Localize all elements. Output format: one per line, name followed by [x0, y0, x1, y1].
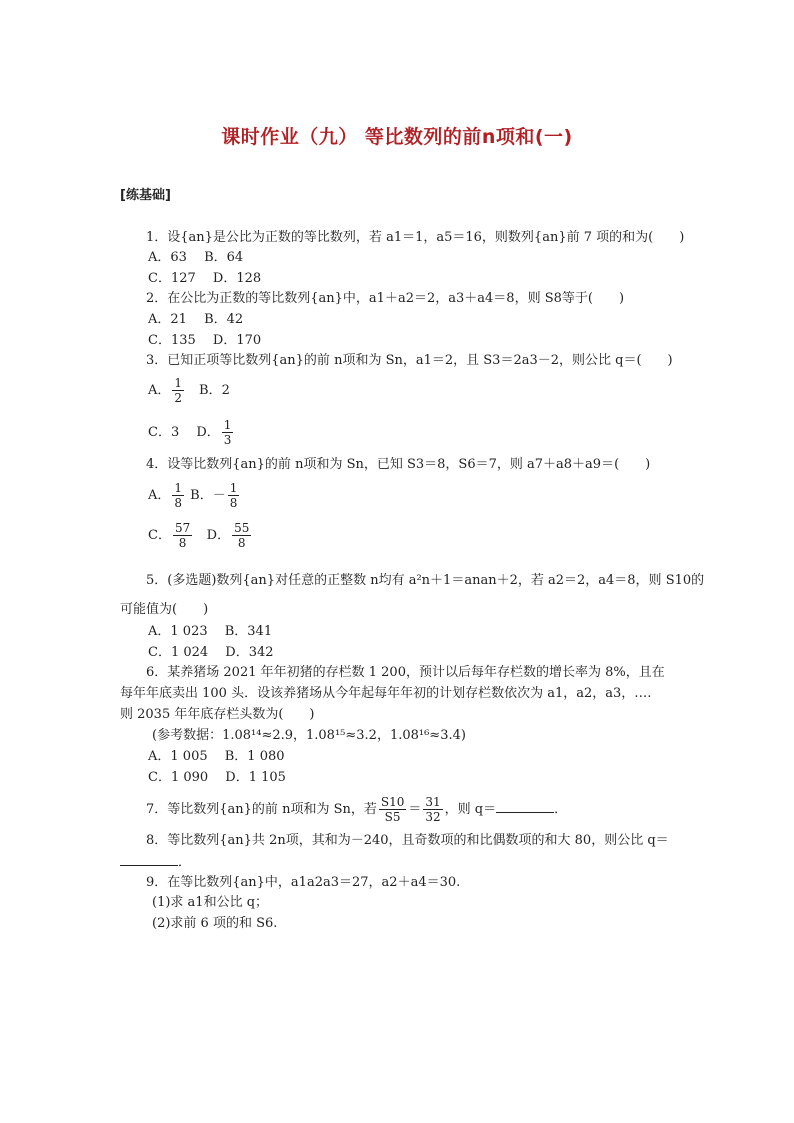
section-heading: [练基础]: [120, 188, 171, 203]
question-6-options-ab: A．1 005 B．1 080: [148, 749, 285, 764]
answer-blank[interactable]: [496, 800, 554, 813]
question-1-options-ab: A．63 B．64: [148, 250, 244, 265]
question-6-options-cd: C．1 090 D．1 105: [148, 770, 286, 785]
answer-blank[interactable]: [120, 853, 178, 866]
question-5-options-ab: A．1 023 B．341: [148, 624, 273, 639]
question-9-part-2: (2)求前 6 项的和 S6.: [152, 916, 278, 931]
question-8: 8．等比数列{an}共 2n项，其和为－240，且奇数项的和比偶数项的和大 80，则公比 q＝: [146, 833, 669, 848]
question-2-options-cd: C．135 D．170: [148, 333, 262, 348]
question-2: 2．在公比为正数的等比数列{an}中，a1＋a2＝2，a3＋a4＝8，则 S8等于( ): [146, 291, 625, 306]
fraction: $\frac{1}{8}$: [174, 481, 183, 510]
question-6-continued: 每年年底卖出 100 头．设该养猪场从今年起每年年初的计划存栏数依次为 a1，a2，a3，….: [120, 686, 652, 701]
question-2-options-ab: A．21 B．42: [148, 312, 244, 327]
option-b: B．2: [186, 383, 230, 398]
option-cd-label: C．3 D．: [148, 425, 220, 440]
question-3-options-ab: [148, 376, 230, 405]
question-4-options-ab: A． $\frac{1}{8}$ B．－ $\frac{1}{8}$: [148, 481, 238, 510]
question-6-reference-data: (参考数据：1.08¹⁴≈2.9，1.08¹⁵≈3.2，1.08¹⁶≈3.4): [152, 728, 466, 743]
fraction: $\frac{1}{3}$: [223, 418, 232, 447]
fraction: $\frac{1}{2}$: [174, 376, 183, 405]
fraction: $\frac{31}{32}$: [425, 795, 441, 824]
question-1: 1．设{an}是公比为正数的等比数列，若 a1＝1，a5＝16，则数列{an}前 7 项的和为( ): [146, 230, 685, 245]
question-4: 4．设等比数列{an}的前 n项和为 Sn，已知 S3＝8，S6＝7，则 a7＋a8＋a9＝( ): [146, 457, 651, 472]
question-9: 9．在等比数列{an}中，a1a2a3＝27，a2＋a4＝30.: [146, 875, 461, 890]
page-title: 课时作业（九） 等比数列的前n项和(一): [221, 126, 573, 148]
question-1-options-cd: C．127 D．128: [148, 271, 262, 286]
question-5-options-cd: C．1 024 D．342: [148, 645, 274, 660]
fraction: $\frac{1}{8}$: [229, 481, 238, 510]
question-5: 5．(多选题)数列{an}对任意的正整数 n均有 a²n＋1＝anan＋2，若 a2＝2，a4＝8，则 S10的: [146, 573, 705, 588]
question-8-continued: ．: [120, 853, 191, 872]
question-6-continued-2: 则 2035 年年底存栏头数为( ): [120, 707, 315, 722]
question-5-continued: 可能值为( ): [120, 602, 209, 617]
fraction: $\frac{55}{8}$: [234, 521, 250, 550]
question-4-options-cd: C． $\frac{57}{8}$ D． $\frac{55}{8}$: [148, 521, 250, 550]
fraction: $\frac{S10}{S5}$: [380, 795, 405, 824]
fraction: $\frac{57}{8}$: [174, 521, 191, 550]
question-3-options-cd: [148, 418, 235, 447]
question-6: 6．某养猪场 2021 年年初猪的存栏数 1 200，预计以后每年存栏数的增长率为 8%，且在: [146, 665, 665, 680]
option-a-label: A．: [148, 383, 171, 398]
question-3: 3．已知正项等比数列{an}的前 n项和为 Sn，a1＝2，且 S3＝2a3－2，则公比 q＝( ): [146, 353, 673, 368]
question-9-part-1: (1)求 a1和公比 q；: [152, 895, 269, 910]
question-7: 7．等比数列{an}的前 n项和为 Sn，若 $\frac{S10}{S5}$ ＝ $\frac{31}{32}$ ，则 q＝ ．: [146, 795, 568, 824]
